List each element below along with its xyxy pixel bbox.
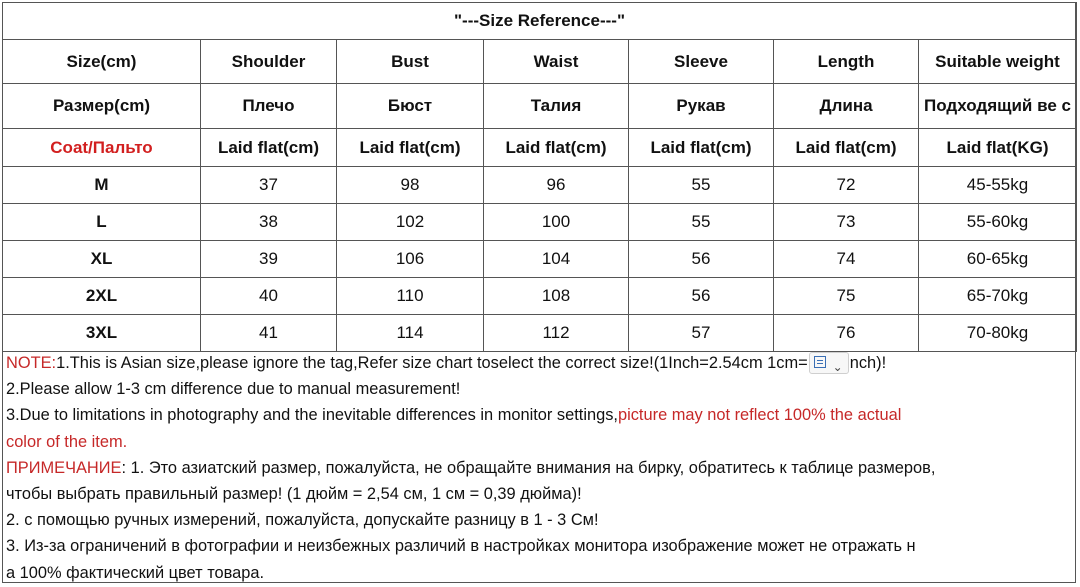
note-text: 1.This is Asian size,please ignore the tag,Refer size chart toselect the correct size!(1Inch=2.54cm 1cm=: [56, 354, 808, 372]
note-line-2: 2.Please allow 1-3 cm difference due to manual measurement!: [6, 380, 461, 399]
size-cell: XL: [3, 241, 201, 278]
header-cell: Sleeve: [629, 40, 774, 84]
table-cell: 110: [337, 278, 484, 315]
chevron-down-icon: ⌄: [832, 359, 843, 374]
header-cell: Бюст: [337, 84, 484, 129]
size-cell: 3XL: [3, 315, 201, 352]
table-title: "---Size Reference---": [3, 3, 1077, 40]
paste-options-button[interactable]: [809, 352, 849, 374]
table-cell: 73: [774, 204, 919, 241]
table-cell: 55: [629, 204, 774, 241]
note-line-ru-1: [6, 455, 1072, 481]
table-cell: 45-55kg: [919, 167, 1077, 204]
header-cell: Laid flat(cm): [337, 129, 484, 167]
table-cell: 55: [629, 167, 774, 204]
notes-block: [6, 350, 1072, 586]
table-cell: 37: [201, 167, 337, 204]
header-cell: Suitable weight: [919, 40, 1077, 84]
header-cell: Подходящий ве с: [919, 84, 1077, 129]
note-prefix-ru: ПРИМЕЧАНИЕ: [6, 458, 122, 477]
size-cell: 2XL: [3, 278, 201, 315]
header-cell: Длина: [774, 84, 919, 129]
table-cell: 104: [484, 241, 629, 278]
table-layout-icon: [814, 356, 826, 368]
note-line-ru-2: чтобы выбрать правильный размер! (1 дюйм = 2,54 см, 1 см = 0,39 дюйма)!: [6, 484, 582, 503]
header-cell: Length: [774, 40, 919, 84]
table-cell: 38: [201, 204, 337, 241]
note-line-4: color of the item.: [6, 432, 128, 451]
note-line-ru-4: 3. Из-за ограничений в фотографии и неизбежных различий в настройках монитора изображение может не отражать н: [6, 537, 916, 556]
header-cell: Плечо: [201, 84, 337, 129]
table-cell: 96: [484, 167, 629, 204]
table-cell: 65-70kg: [919, 278, 1077, 315]
table-cell: 72: [774, 167, 919, 204]
table-cell: 57: [629, 315, 774, 352]
table-cell: 112: [484, 315, 629, 352]
size-cell: M: [3, 167, 201, 204]
note-line-3: [6, 402, 1072, 428]
table-cell: 108: [484, 278, 629, 315]
header-cell: Size(cm): [3, 40, 201, 84]
table-cell: 56: [629, 278, 774, 315]
note-line-ru-5: а 100% фактический цвет товара.: [6, 563, 265, 582]
note-text: 3.Due to limitations in photography and the inevitable differences in monitor settings,: [6, 406, 618, 425]
table-cell: 70-80kg: [919, 315, 1077, 352]
header-cell: Талия: [484, 84, 629, 129]
header-cell: Размер(cm): [3, 84, 201, 129]
header-cell: Laid flat(cm): [774, 129, 919, 167]
note-text-tail: nch)!: [849, 354, 887, 372]
table-cell: 41: [201, 315, 337, 352]
header-cell: Shoulder: [201, 40, 337, 84]
note-text-ru: : 1. Это азиатский размер, пожалуйста, не обращайте внимания на бирку, обратитесь к таблице размеров,: [121, 458, 936, 477]
table-cell: 76: [774, 315, 919, 352]
table-cell: 39: [201, 241, 337, 278]
note-line-1: [6, 350, 1072, 376]
header-cell: Laid flat(KG): [919, 129, 1077, 167]
table-cell: 74: [774, 241, 919, 278]
note-prefix: NOTE:: [6, 354, 57, 372]
note-line-ru-3: 2. с помощью ручных измерений, пожалуйста, допускайте разницу в 1 - 3 См!: [6, 511, 599, 530]
table-cell: 75: [774, 278, 919, 315]
header-cell: Laid flat(cm): [629, 129, 774, 167]
header-cell: Laid flat(cm): [484, 129, 629, 167]
table-cell: 56: [629, 241, 774, 278]
table-cell: 100: [484, 204, 629, 241]
table-cell: 40: [201, 278, 337, 315]
table-cell: 106: [337, 241, 484, 278]
coat-label: Coat/Пальто: [3, 129, 201, 167]
table-cell: 102: [337, 204, 484, 241]
header-cell: Bust: [337, 40, 484, 84]
header-cell: Waist: [484, 40, 629, 84]
table-cell: 55-60kg: [919, 204, 1077, 241]
table-cell: 114: [337, 315, 484, 352]
note-highlight: picture may not reflect 100% the actual: [617, 406, 902, 425]
size-cell: L: [3, 204, 201, 241]
table-cell: 98: [337, 167, 484, 204]
header-cell: Laid flat(cm): [201, 129, 337, 167]
table-cell: 60-65kg: [919, 241, 1077, 278]
header-cell: Рукав: [629, 84, 774, 129]
